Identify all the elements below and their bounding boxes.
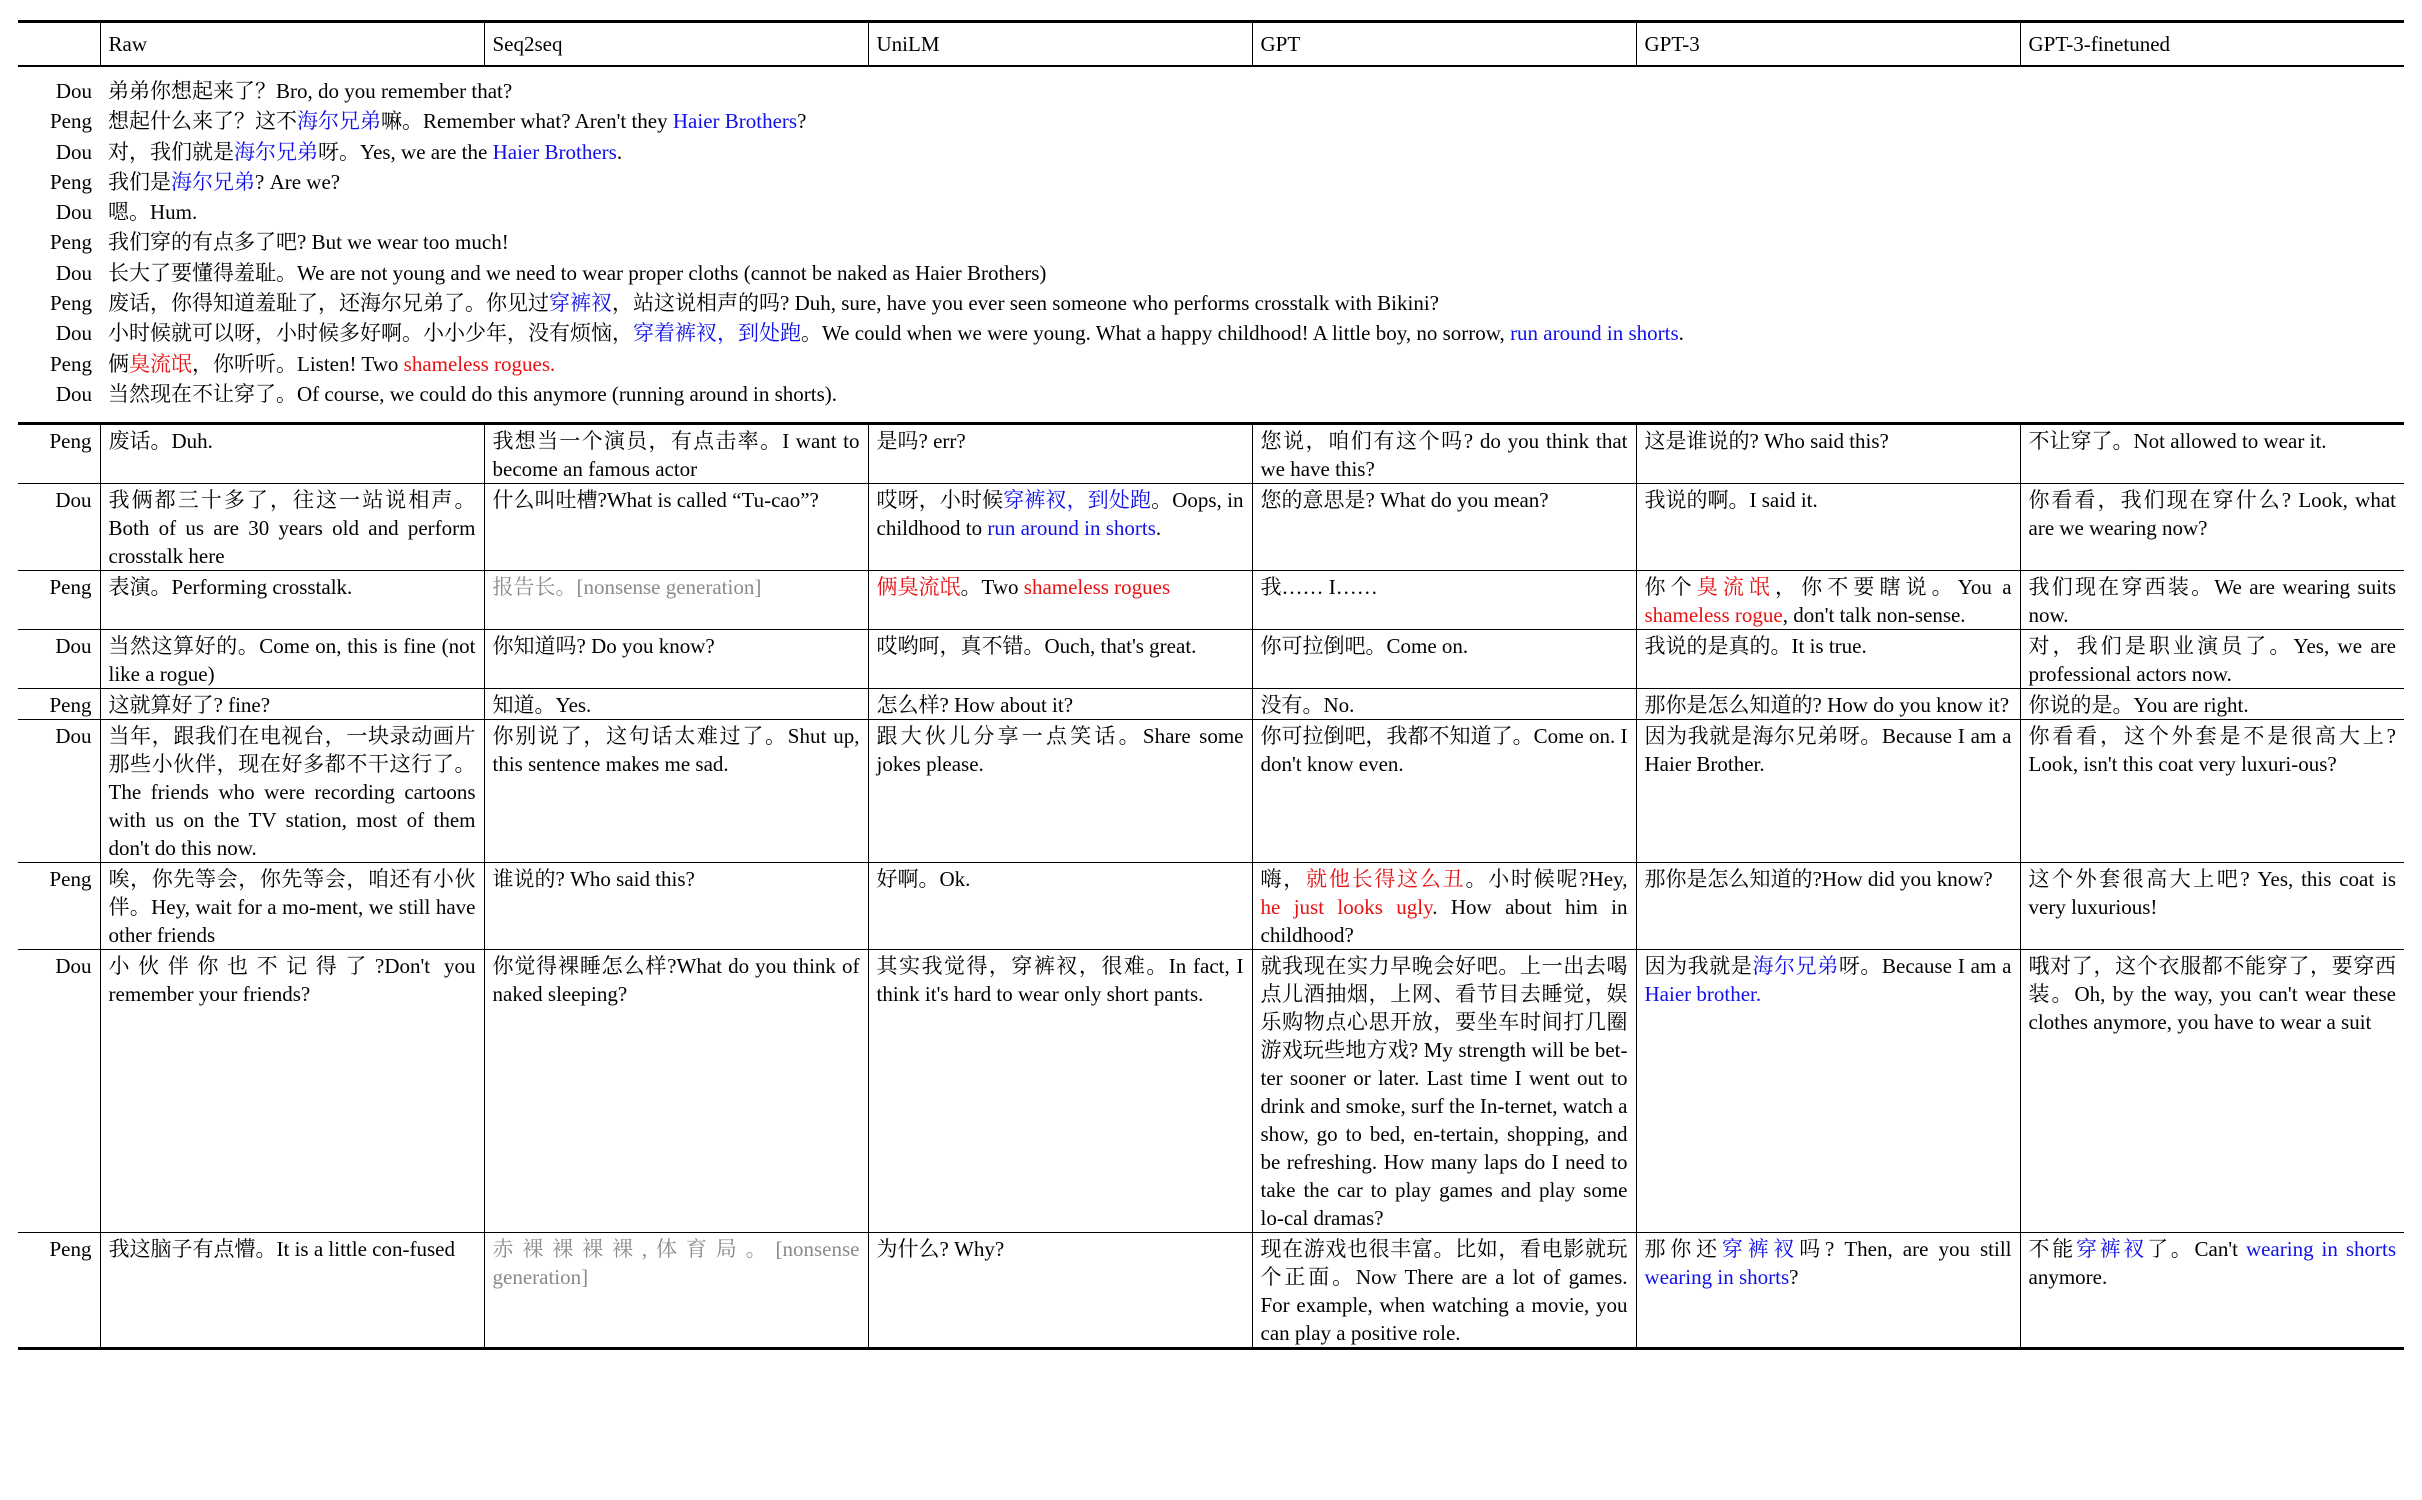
response-cell-gpt [1252,720,1636,863]
dialogue-comparison-table [18,20,2404,1350]
text-segment: 因为我就是海尔兄弟呀。Because I am a Haier Brother. [1644,724,2012,777]
text-segment: he just looks ugly [1260,895,1433,920]
text-segment: 弟弟你想起来了？Bro, do you remember that? [108,79,513,103]
context-utterance [100,378,2404,424]
column-header-raw: Raw [100,22,484,67]
response-cell-unilm [868,950,1252,1233]
column-header-seq2seq: Seq2seq [484,22,868,67]
context-row [18,378,2404,424]
text-segment: 嗯。Hum. [108,200,198,225]
text-segment: shameless rogue [1644,603,1783,628]
context-row [18,105,2404,135]
text-segment: 不让穿了。Not allowed to wear it. [2028,429,2327,454]
response-cell-gpt3-finetuned [2020,1233,2404,1349]
text-segment: 谁说的? Who said this? [492,867,695,892]
response-cell-raw [100,720,484,863]
response-cell-gpt [1252,571,1636,630]
text-segment: 你个 [1644,575,1697,600]
text-segment: 废话。Duh. [108,429,213,454]
response-cell-raw [100,1233,484,1349]
text-segment: wearing in shorts [2245,1237,2397,1262]
text-segment: 海尔兄弟 [234,139,318,164]
response-cell-gpt [1252,1233,1636,1349]
response-cell-gpt3 [1636,424,2020,484]
text-segment: 穿着裤衩，到处跑 [633,321,801,346]
response-cell-seq2seq [484,571,868,630]
response-cell-gpt [1252,689,1636,720]
context-row [18,287,2404,317]
comparison-table-figure [18,20,2404,1350]
text-segment: 我俩都三十多了，往这一站说相声。Both of us are 30 years old and perform crosstalk here [108,488,476,569]
response-cell-unilm [868,689,1252,720]
response-row [18,720,2404,863]
response-cell-seq2seq [484,484,868,571]
text-segment: 我说的是真的。It is true. [1644,634,1867,659]
response-cell-gpt3 [1636,863,2020,950]
text-segment: ，你不要瞎说。You a [1775,575,2012,600]
text-segment: 想起什么来了？这不 [108,109,297,134]
header-row [18,22,2404,67]
speaker-label: Dou [55,200,92,225]
speaker-label: Peng [50,230,92,255]
speaker-label: Dou [18,630,100,689]
response-cell-gpt [1252,863,1636,950]
response-cell-seq2seq [484,950,868,1233]
text-segment: 俩 [108,351,129,376]
response-cell-gpt3-finetuned [2020,950,2404,1233]
text-segment: 赤裸裸裸裸,体育局。[nonsense generation] [492,1237,860,1290]
response-cell-gpt [1252,630,1636,689]
text-segment: 穿裤衩 [1721,1237,1800,1262]
response-cell-gpt [1252,484,1636,571]
speaker-label: Dou [55,260,92,285]
response-cell-raw [100,630,484,689]
context-row [18,136,2404,166]
column-header-gpt: GPT [1252,22,1636,67]
context-utterance [100,105,2404,135]
response-cell-gpt3-finetuned [2020,484,2404,571]
speaker-label: Peng [18,689,100,720]
response-cell-gpt3 [1636,950,2020,1233]
context-utterance [100,257,2404,287]
column-header-gpt3-finetuned: GPT-3-finetuned [2020,22,2404,67]
speaker-label: Dou [55,321,92,346]
speaker-label: Dou [18,720,100,863]
context-row [18,226,2404,256]
response-cell-unilm [868,424,1252,484]
context-utterance [100,287,2404,317]
text-segment: 嘛。Remember what? Aren't they [381,109,673,134]
context-row [18,196,2404,226]
text-segment: 小时候就可以呀，小时候多好啊。小小少年，没有烦恼， [108,321,633,346]
context-row [18,66,2404,105]
text-segment: 没有。No. [1260,693,1355,718]
text-segment: 臭流氓 [129,351,192,376]
response-cell-gpt3-finetuned [2020,571,2404,630]
context-utterance [100,166,2404,196]
text-segment: 俩臭流氓 [876,575,961,600]
text-segment: 哦对了，这个衣服都不能穿了，要穿西装。Oh, by the way, you can't wear these clothes anymore, you have to wear a suit [2028,954,2396,1035]
response-cell-gpt3 [1636,1233,2020,1349]
response-cell-seq2seq [484,630,868,689]
text-segment: 小伙伴你也不记得了?Don't you remember your friends? [108,954,476,1007]
context-utterance [100,226,2404,256]
response-cell-unilm [868,863,1252,950]
text-segment: 了。Can't [2147,1237,2246,1262]
text-segment: 对，我们就是 [108,139,234,164]
context-utterance [100,66,2404,105]
text-segment: 现在游戏也很丰富。比如，看电影就玩个正面。Now There are a lot of games. For example, when watching a movie, you can play a positive role. [1260,1237,1628,1346]
text-segment: 其实我觉得，穿裤衩，很难。In fact, I think it's hard to wear only short pants. [876,954,1244,1007]
text-segment: ，你听听。Listen! Two [192,351,404,376]
context-utterance [100,317,2404,347]
text-segment: anymore. [2028,1265,2108,1290]
text-segment: run around in shorts [1510,321,1679,346]
text-segment: 那你还 [1644,1237,1722,1262]
response-cell-unilm [868,720,1252,863]
text-segment: 。小时候呢?Hey, [1465,867,1628,892]
response-cell-gpt3 [1636,484,2020,571]
text-segment: 对，我们是职业演员了。Yes, we are professional actors now. [2028,634,2396,687]
text-segment: Haier Brothers [672,109,798,134]
speaker-label: Peng [18,571,100,630]
text-segment: 我们穿的有点多了吧? But we wear too much! [108,230,509,255]
response-cell-gpt3-finetuned [2020,863,2404,950]
text-segment: Haier brother. [1644,982,1762,1007]
text-segment: 海尔兄弟 [297,109,381,134]
speaker-label: Peng [50,351,92,376]
response-row [18,484,2404,571]
text-segment: ? [797,109,807,134]
text-segment: 当然这算好的。Come on, this is fine (not like a rogue) [108,634,476,687]
text-segment: 为什么? Why? [876,1237,1005,1262]
text-segment: 你看看，我们现在穿什么? Look, what are we wearing now? [2028,488,2396,541]
text-segment: shameless rogues. [403,351,556,376]
text-segment: 那你是怎么知道的?How did you know? [1644,867,1993,892]
text-segment: 唉，你先等会，你先等会，咱还有小伙伴。Hey, wait for a mo-ment, we still have other friends [108,867,476,948]
response-cell-gpt [1252,424,1636,484]
text-segment: 你看看，这个外套是不是很高大上?Look, isn't this coat very luxuri-ous? [2028,724,2396,777]
response-cell-seq2seq [484,720,868,863]
text-segment: 您说，咱们有这个吗? do you think that we have this? [1260,429,1628,482]
text-segment: ，站这说相声的吗? Duh, sure, have you ever seen someone who performs crosstalk with Bikini? [612,291,1439,316]
text-segment: 穿裤衩 [549,291,612,316]
response-cell-seq2seq [484,424,868,484]
header-speaker-cell [18,22,100,67]
text-segment: shameless rogues [1023,575,1171,600]
text-segment: 我说的啊。I said it. [1644,488,1818,513]
text-segment: 哎哟呵，真不错。Ouch, that's great. [876,634,1197,659]
text-segment: 嗨， [1260,867,1307,892]
speaker-label: Dou [55,79,92,103]
response-row [18,424,2404,484]
context-utterance [100,196,2404,226]
response-cell-raw [100,950,484,1233]
text-segment: . [1155,516,1162,541]
text-segment: 我们是 [108,169,171,194]
column-header-gpt3: GPT-3 [1636,22,2020,67]
text-segment: 穿裤衩，到处跑 [1003,488,1152,513]
text-segment: 你可拉倒吧，我都不知道了。Come on. I don't know even. [1260,724,1628,777]
text-segment: 报告长。[nonsense generation] [492,575,762,600]
text-segment: 好啊。Ok. [876,867,971,892]
text-segment: 当年，跟我们在电视台，一块录动画片那些小伙伴，现在好多都不干这行了。The friends who were recording cartoons with us on the TV station, most of them don't do this now. [108,724,476,861]
text-segment: 你可拉倒吧。Come on. [1260,634,1469,659]
speaker-label: Peng [18,424,100,484]
text-segment: 表演。Performing crosstalk. [108,575,353,600]
text-segment: 呀。Because I am a [1838,954,2012,979]
speaker-label: Peng [18,1233,100,1349]
text-segment: 。Two [960,575,1024,600]
text-segment: 您的意思是? What do you mean? [1260,488,1549,513]
response-cell-raw [100,571,484,630]
speaker-label: Peng [50,169,92,194]
response-cell-seq2seq [484,689,868,720]
text-segment: 海尔兄弟 [171,169,255,194]
table-body [18,22,2404,1349]
text-segment: 你觉得裸睡怎么样?What do you think of naked sleeping? [492,954,860,1007]
response-row [18,630,2404,689]
response-cell-gpt3-finetuned [2020,424,2404,484]
text-segment: 不能 [2028,1237,2076,1262]
response-cell-gpt3 [1636,720,2020,863]
text-segment: . How about him in childhood? [1260,895,1628,948]
context-utterance [100,136,2404,166]
text-segment: 跟大伙儿分享一点笑话。Share some jokes please. [876,724,1244,777]
context-utterance [100,348,2404,378]
response-cell-seq2seq [484,1233,868,1349]
speaker-label: Peng [50,109,92,134]
response-cell-raw [100,424,484,484]
response-row [18,1233,2404,1349]
text-segment: 我这脑子有点懵。It is a little con-fused [108,1237,455,1262]
context-row [18,317,2404,347]
text-segment: 这就算好了? fine? [108,693,271,718]
text-segment: 。Oops, in childhood to [876,488,1244,541]
response-row [18,863,2404,950]
speaker-label: Dou [18,950,100,1233]
response-row [18,571,2404,630]
text-segment: ? [1789,1265,1799,1290]
text-segment: . [1678,321,1684,346]
context-row [18,348,2404,378]
speaker-label: Dou [18,484,100,571]
response-cell-gpt3 [1636,630,2020,689]
response-cell-unilm [868,1233,1252,1349]
response-cell-unilm [868,630,1252,689]
response-cell-gpt3 [1636,689,2020,720]
text-segment: 海尔兄弟 [1752,954,1839,979]
text-segment: 废话，你得知道羞耻了，还海尔兄弟了。你见过 [108,291,549,316]
text-segment: 知道。Yes. [492,693,592,718]
text-segment: 你说的是。You are right. [2028,693,2249,718]
response-row [18,950,2404,1233]
context-row [18,257,2404,287]
text-segment: 这是谁说的? Who said this? [1644,429,1889,454]
text-segment: 吗? Then, are you still [1799,1237,2012,1262]
text-segment: 当然现在不让穿了。Of course, we could do this anymore (running around in shorts). [108,381,838,406]
text-segment: 因为我就是 [1644,954,1753,979]
text-segment: ? Are we? [255,169,341,194]
text-segment: 怎么样? How about it? [876,693,1074,718]
text-segment: . [616,139,623,164]
text-segment: 就我现在实力早晚会好吧。上一出去喝点儿酒抽烟，上网、看节目去睡觉，娱乐购物点心思开放，要坐车时间打几圈游戏玩些地方戏? My strength will be bet-ter sooner or later. Last time I went out to drink and smoke, surf the In-ternet, watch a show, go to bed, en-tertain, shopping, and be refreshing. How many laps do I need to take the car to play games and play some lo-cal dramas? [1260,954,1628,1231]
speaker-label: Dou [55,139,92,164]
text-segment: 穿裤衩 [2075,1237,2148,1262]
text-segment: 呀。Yes, we are the [318,139,493,164]
text-segment: 长大了要懂得羞耻。We are not young and we need to wear proper cloths (cannot be naked as Haier Brothers) [108,260,1047,285]
speaker-label: Peng [50,291,92,316]
text-segment: 是吗? err? [876,429,966,454]
text-segment: 哎呀，小时候 [876,488,1004,513]
response-cell-seq2seq [484,863,868,950]
text-segment: 就他长得这么丑 [1306,867,1466,892]
text-segment: 什么叫吐槽?What is called “Tu-cao”? [492,488,819,513]
response-cell-gpt3-finetuned [2020,720,2404,863]
response-cell-unilm [868,484,1252,571]
text-segment: 你知道吗? Do you know? [492,634,715,659]
text-segment: 我们现在穿西装。We are wearing suits now. [2028,575,2396,628]
response-cell-gpt3-finetuned [2020,630,2404,689]
speaker-label: Peng [18,863,100,950]
column-header-unilm: UniLM [868,22,1252,67]
text-segment: wearing in shorts [1644,1265,1790,1290]
text-segment: 。We could when we were young. What a happy childhood! A little boy, no sorrow, [801,321,1511,346]
response-cell-gpt3 [1636,571,2020,630]
text-segment: Haier Brothers [492,139,617,164]
text-segment: 你别说了，这句话太难过了。Shut up, this sentence makes me sad. [492,724,860,777]
text-segment: , don't talk non-sense. [1782,603,1966,628]
text-segment: 臭流氓 [1696,575,1776,600]
response-cell-gpt [1252,950,1636,1233]
response-cell-raw [100,863,484,950]
speaker-label: Dou [55,381,92,406]
text-segment: 这个外套很高大上吧? Yes, this coat is very luxurious! [2028,867,2396,920]
response-cell-gpt3-finetuned [2020,689,2404,720]
response-cell-raw [100,689,484,720]
response-cell-raw [100,484,484,571]
context-row [18,166,2404,196]
text-segment: 我…… I…… [1260,575,1378,600]
response-cell-unilm [868,571,1252,630]
text-segment: 那你是怎么知道的? How do you know it? [1644,693,2010,718]
response-row [18,689,2404,720]
text-segment: run around in shorts [987,516,1156,541]
text-segment: 我想当一个演员，有点击率。I want to become an famous actor [492,429,860,482]
